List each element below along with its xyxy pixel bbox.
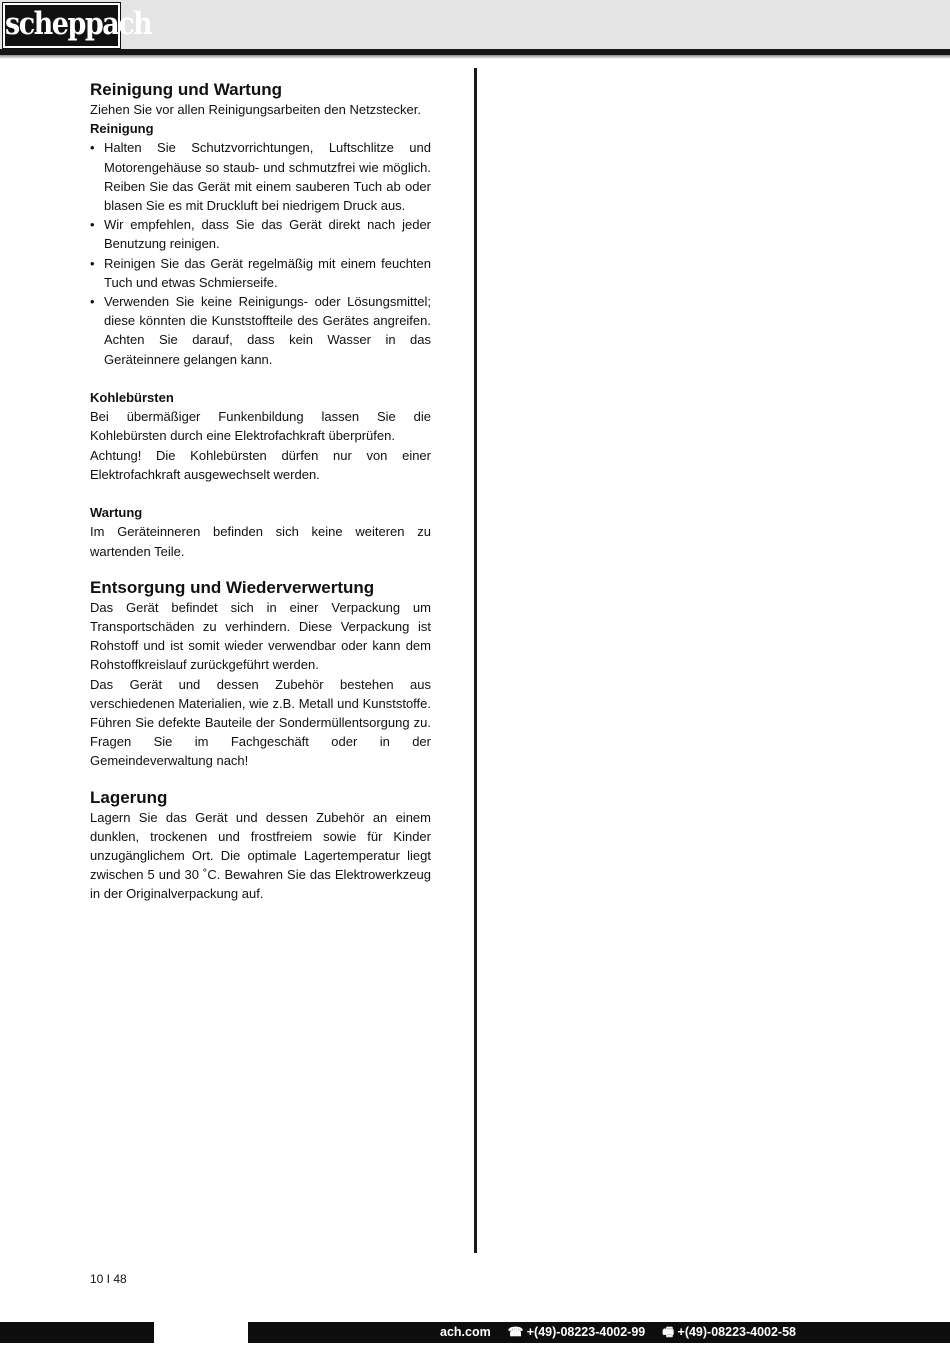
footer-fax: +(49)-08223-4002-58 <box>677 1325 797 1339</box>
list-item-text: Wir empfehlen, dass Sie das Gerät direkt nach jeder Benutzung reinigen. <box>104 217 431 252</box>
bullet-icon: • <box>90 255 95 271</box>
bullet-icon: • <box>90 294 95 310</box>
page-number: 10 I 48 <box>90 1272 127 1286</box>
fax-icon: 🖷 <box>662 1325 675 1339</box>
footer-gap <box>154 1322 248 1343</box>
footer-contact <box>440 1322 945 1343</box>
header-band <box>0 0 950 50</box>
subheading-wartung: Wartung <box>90 505 143 521</box>
list-item-text: Verwenden Sie keine Reinigungs- oder Lösungsmittel; diese könnten die Kunststoffteile des Gerätes angreifen. Achten Sie darauf, dass kein Wasser in das Geräteinnere gelangen kann. <box>104 294 431 367</box>
intro-paragraph: Ziehen Sie vor allen Reinigungsarbeiten den Netzstecker. <box>90 102 421 117</box>
entsorgung-paragraph-1: Das Gerät befindet sich in einer Verpackung um Transportschäden zu verhindern. Diese Verpackung ist Rohstoff und ist somit wieder verwendbar oder kann dem Rohstoffkreislauf zurückgeführt werden. <box>90 599 431 673</box>
list-item <box>90 215 431 253</box>
bullet-icon: • <box>90 217 95 233</box>
left-column <box>90 80 431 904</box>
phone-icon: ☎ <box>507 1325 524 1339</box>
footer-web-link[interactable]: ach.com <box>440 1325 491 1339</box>
entsorgung-paragraph-2: Das Gerät und dessen Zubehör bestehen aus verschiedenen Materialien, wie z.B. Metall und Kunststoffe. Führen Sie defekte Bauteile der Sondermüllentsorgung zu. Fragen Sie im Fachgeschäft oder in der Gemeindeverwaltung nach! <box>90 676 431 769</box>
section-title-reinigung-wartung: Reinigung und Wartung <box>90 80 282 99</box>
footer-phone: +(49)-08223-4002-99 <box>526 1325 646 1339</box>
list-item-text: Reinigen Sie das Gerät regelmäßig mit einem feuchten Tuch und etwas Schmierseife. <box>104 255 431 290</box>
reinigung-list <box>90 138 431 368</box>
list-item-text: Halten Sie Schutzvorrichtungen, Luftschlitze und Motorengehäuse so staub- und schmutzfrei wie möglich. Reiben Sie das Gerät mit einem sauberen Tuch ab oder blasen Sie es mit Druckluft bei niedrigem Druck aus. <box>104 140 431 214</box>
lagerung-paragraph: Lagern Sie das Gerät und dessen Zubehör an einem dunklen, trockenen und frostfreiem sowie für Kinder unzugänglichem Ort. Die optimale Lagertemperatur liegt zwischen 5 und 30 ˚C. Bewahren Sie das Elektrowerkzeug in der Originalverpackung auf. <box>90 809 431 902</box>
column-divider <box>474 68 477 1253</box>
logo-text: scheppach <box>5 6 152 43</box>
scheppach-logo <box>3 3 152 48</box>
section-title-entsorgung: Entsorgung und Wiederverwertung <box>90 577 375 597</box>
section-title-lagerung: Lagerung <box>90 787 168 807</box>
bullet-icon: • <box>90 140 95 156</box>
subheading-kohlebuersten: Kohlebürsten <box>90 390 174 406</box>
kohle-paragraph-2: Achtung! Die Kohlebürsten dürfen nur von einer Elektrofachkraft ausgewechselt werden. <box>90 447 431 482</box>
subheading-reinigung: Reinigung <box>90 121 154 137</box>
list-item <box>90 292 431 369</box>
kohle-paragraph-1: Bei übermäßiger Funkenbildung lassen Sie die Kohlebürsten durch eine Elektrofachkraft überprüfen. <box>90 409 431 444</box>
header-shadow <box>0 55 950 59</box>
list-item <box>90 138 431 215</box>
wartung-paragraph: Im Geräteinneren befinden sich keine weiteren zu wartenden Teile. <box>90 524 431 559</box>
list-item <box>90 254 431 292</box>
footer-bar <box>0 1322 950 1343</box>
